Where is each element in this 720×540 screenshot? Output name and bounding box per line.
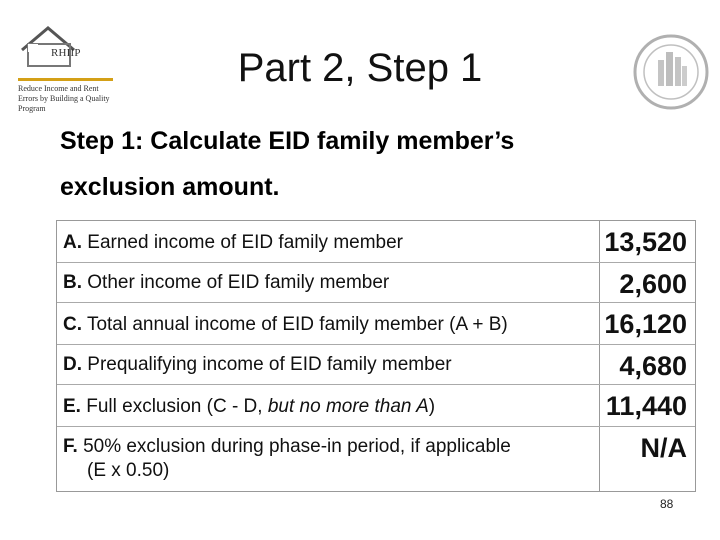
row-label [63, 271, 591, 295]
row-label [63, 435, 591, 483]
row-value: N/A [640, 433, 687, 463]
row-subtext: (E x 0.50) [87, 460, 170, 481]
slide-title: Part 2, Step 1 [237, 46, 483, 90]
row-text: Earned income of EID family member [87, 232, 404, 253]
step-heading-line-2: exclusion amount. [60, 173, 280, 201]
row-letter: E. [63, 396, 81, 417]
table-row-a [57, 221, 695, 263]
row-text: Total annual income of EID family member (A + B) [86, 314, 508, 335]
table-row-f [57, 427, 695, 491]
row-value: 13,520 [604, 227, 687, 257]
step-heading [60, 118, 660, 210]
row-value: 11,440 [605, 391, 687, 421]
table-row-b [57, 263, 695, 303]
row-label [63, 395, 591, 419]
row-text-pre: Full exclusion (C - D, [86, 396, 268, 417]
row-text: Other income of EID family member [87, 272, 390, 293]
row-text-post: ) [428, 396, 436, 417]
row-label [63, 353, 591, 377]
calculation-table [56, 220, 696, 492]
logo-tagline: Reduce Income and Rent Errors by Building a Quality Program [18, 84, 110, 113]
table-row-d [57, 345, 695, 385]
row-letter: B. [63, 272, 82, 293]
table-row-e [57, 385, 695, 427]
row-letter: C. [63, 314, 82, 335]
row-value: 2,600 [619, 269, 687, 299]
row-label [63, 231, 591, 255]
row-label [63, 313, 591, 337]
row-text: 50% exclusion during phase-in period, if applicable [83, 436, 511, 457]
row-value: 4,680 [619, 351, 687, 381]
row-letter: A. [63, 232, 82, 253]
step-heading-line-1: Step 1: Calculate EID family member’s [60, 127, 515, 155]
row-letter: D. [63, 354, 82, 375]
row-text: Prequalifying income of EID family member [87, 354, 452, 375]
row-letter: F. [63, 436, 78, 457]
row-value: 16,120 [604, 309, 687, 339]
logo-brand: RHIIP [51, 47, 81, 59]
row-text-italic: but no more than A [267, 396, 429, 417]
table-row-c [57, 303, 695, 345]
page-number: 88 [660, 497, 674, 511]
